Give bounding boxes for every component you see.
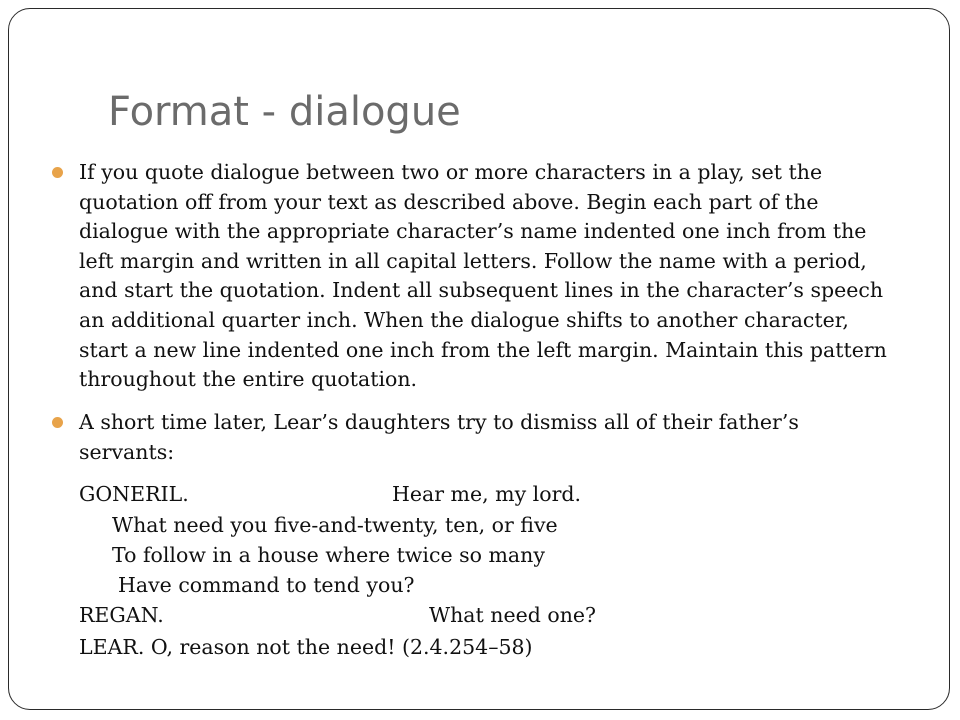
quote-line-lear: LEAR. O, reason not the need! (2.4.254–58) xyxy=(79,635,533,659)
quote-line: What need you five-and-twenty, ten, or five xyxy=(112,513,558,537)
bullet-item xyxy=(79,408,899,467)
quote-line: Have command to tend you? xyxy=(118,573,415,597)
quote-line: Hear me, my lord. xyxy=(392,482,582,506)
quote-speaker-goneril: GONERIL. xyxy=(79,482,189,506)
quote-line: What need one? xyxy=(429,603,597,627)
slide-title: Format - dialogue xyxy=(108,89,461,135)
quote-speaker-regan: REGAN. xyxy=(79,603,164,627)
bullet-item xyxy=(79,158,899,395)
bullet-text: A short time later, Lear’s daughters try to dismiss all of their father’s servants: xyxy=(79,410,799,464)
quote-line: To follow in a house where twice so many xyxy=(112,543,545,567)
bullet-text: If you quote dialogue between two or more characters in a play, set the quotation off from your text as described above. Begin each part of the dialogue with the appropriate character’s name indented one inch from the left margin and written in all capital letters. Follow the name with a period, and start the quotation. Indent all subsequent lines in the character’s speech an additional quarter inch. When the dialogue shifts to another character, start a new line indented one inch from the left margin. Maintain this pattern throughout the entire quotation. xyxy=(79,160,887,392)
bullet-icon xyxy=(52,167,63,178)
bullet-icon xyxy=(52,417,63,428)
